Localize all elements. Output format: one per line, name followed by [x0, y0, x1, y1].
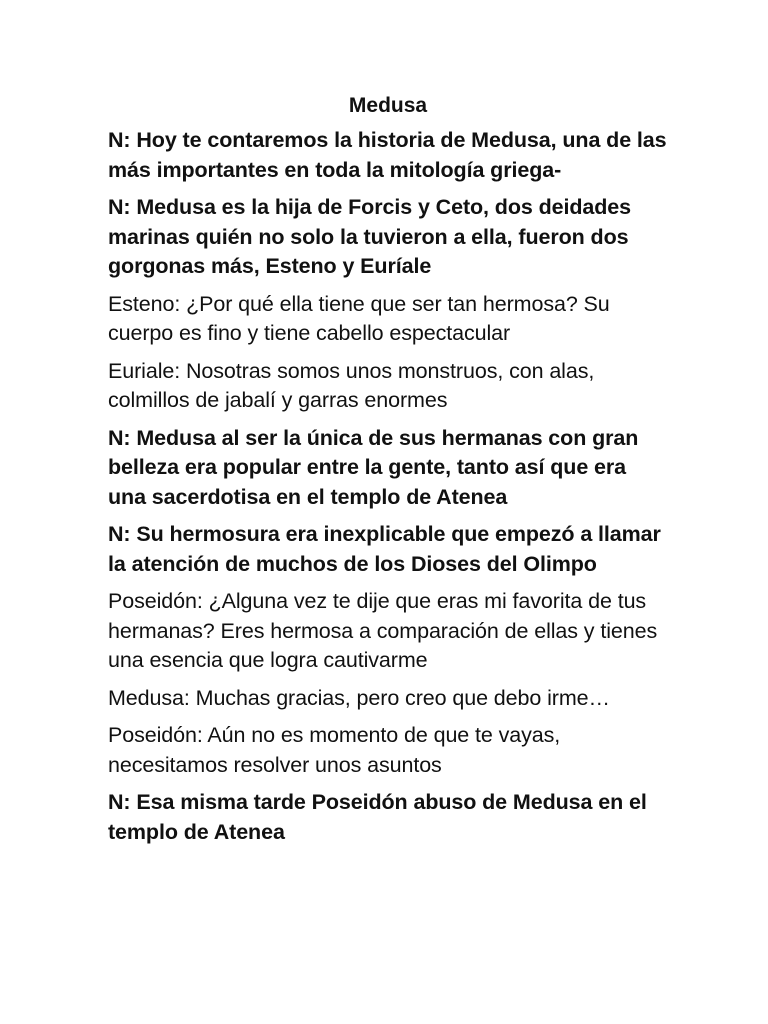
narration-paragraph: N: Medusa es la hija de Forcis y Ceto, dos deidades marinas quién no solo la tuvieron a ella, fueron dos gorgonas más, Esteno y Euríale: [108, 195, 631, 278]
dialogue-paragraph: Medusa: Muchas gracias, pero creo que debo irme…: [108, 685, 610, 710]
narration-paragraph: N: Medusa al ser la única de sus hermanas con gran belleza era popular entre la gente, tanto así que era una sacerdotisa en el templo de Atenea: [108, 425, 639, 509]
document-title: Medusa: [348, 94, 428, 117]
narration-paragraph: N: Hoy te contaremos la historia de Medusa, una de las más importantes en toda la mitología griega-: [108, 128, 667, 182]
narration-paragraph: N: Esa misma tarde Poseidón abuso de Medusa en el templo de Atenea: [108, 790, 647, 844]
dialogue-paragraph: Poseidón: ¿Alguna vez te dije que eras mi favorita de tus hermanas? Eres hermosa a comparación de ellas y tienes una esencia que logra cautivarme: [108, 589, 658, 672]
dialogue-paragraph: Poseidón: Aún no es momento de que te vayas, necesitamos resolver unos asuntos: [108, 723, 561, 777]
document-page: [108, 92, 668, 855]
dialogue-paragraph: Esteno: ¿Por qué ella tiene que ser tan hermosa? Su cuerpo es fino y tiene cabello espectacular: [108, 291, 610, 345]
narration-paragraph: N: Su hermosura era inexplicable que empezó a llamar la atención de muchos de los Dioses del Olimpo: [108, 522, 661, 576]
dialogue-paragraph: Euriale: Nosotras somos unos monstruos, con alas, colmillos de jabalí y garras enormes: [108, 358, 595, 412]
